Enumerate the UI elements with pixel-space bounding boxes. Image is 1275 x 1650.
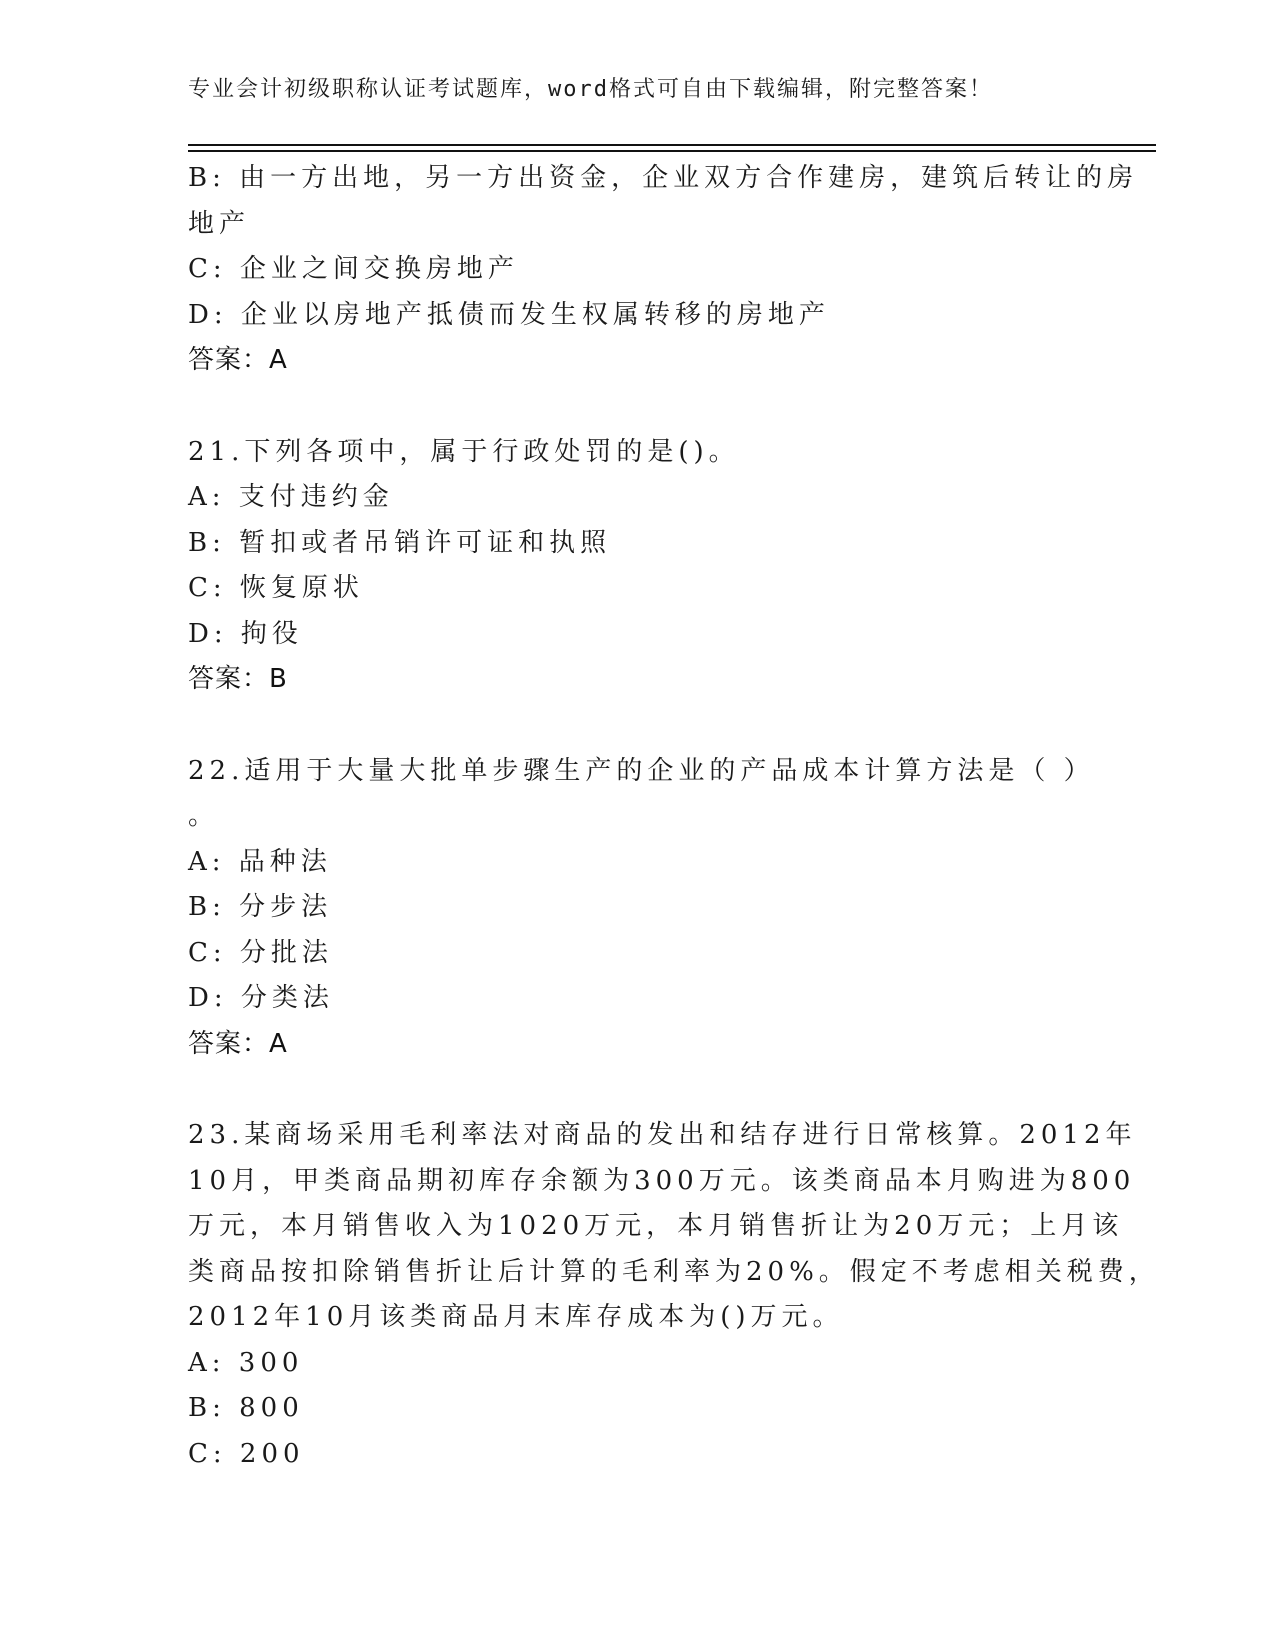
option-line: A: 品种法 <box>188 846 332 877</box>
option-line: B: 分步法 <box>188 892 333 922</box>
question-text: 万元，本月销售收入为1020万元，本月销售折让为20万元；上月该 <box>188 1211 1124 1241</box>
answer-line: 答案：A <box>188 1028 288 1059</box>
answer-line: 答案：B <box>188 664 288 694</box>
document-body <box>188 156 1160 1477</box>
option-line: B: 800 <box>188 1393 304 1423</box>
option-line: C: 恢复原状 <box>188 573 364 603</box>
answer-line: 答案：A <box>188 345 288 375</box>
question-20-continued <box>188 156 1139 384</box>
question-text: 类商品按扣除销售折让后计算的毛利率为20%。假定不考虑相关税费， <box>188 1256 1160 1287</box>
option-line: A: 300 <box>188 1347 304 1378</box>
header-rule-top <box>188 144 1156 146</box>
option-line: C: 企业之间交换房地产 <box>188 254 519 284</box>
spacer <box>188 384 1088 430</box>
option-line: A: 支付违约金 <box>188 482 394 512</box>
question-text: 22.适用于大量大批单步骤生产的企业的产品成本计算方法是（ ） <box>188 755 1095 786</box>
question-21 <box>188 430 1088 703</box>
question-text: 10月，甲类商品期初库存余额为300万元。该类商品本月购进为800 <box>188 1165 1136 1196</box>
question-22 <box>188 749 1095 1068</box>
option-line: B: 由一方出地，另一方出资金，企业双方合作建房，建筑后转让的房 <box>188 163 1139 193</box>
option-line: B: 暂扣或者吊销许可证和执照 <box>188 527 612 558</box>
spacer <box>188 703 1088 749</box>
question-text: 。 <box>188 801 220 831</box>
option-line: D: 分类法 <box>188 983 334 1013</box>
option-line: C: 200 <box>188 1438 305 1469</box>
option-line: 地产 <box>188 208 251 239</box>
question-text: 21.下列各项中，属于行政处罚的是()。 <box>188 436 740 467</box>
option-line: D: 拘役 <box>188 618 303 649</box>
question-text: 2012年10月该类商品月末库存成本为()万元。 <box>188 1302 844 1332</box>
option-line: D: 企业以房地产抵债而发生权属转移的房地产 <box>188 299 830 330</box>
question-23 <box>188 1113 1160 1477</box>
page-header: 专业会计初级职称认证考试题库，word格式可自由下载编辑，附完整答案！ <box>188 77 993 102</box>
option-line: C: 分批法 <box>188 937 333 968</box>
question-text: 23.某商场采用毛利率法对商品的发出和结存进行日常核算。2012年 <box>188 1120 1137 1150</box>
spacer <box>188 1067 1088 1113</box>
header-rule-bottom <box>188 150 1156 152</box>
